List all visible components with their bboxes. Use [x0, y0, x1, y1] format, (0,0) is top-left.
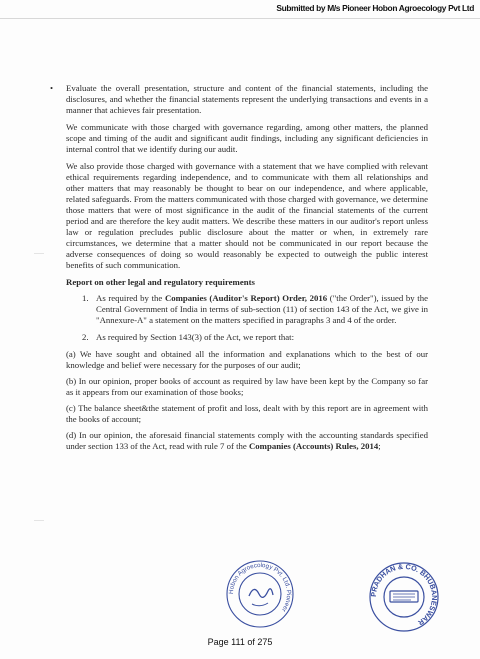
stamps-area [0, 558, 480, 633]
item-number: 2. [82, 332, 89, 342]
item-text-bold: Companies (Auditor's Report) Order, 2016 [164, 293, 328, 303]
section-heading: Report on other legal and regulatory requirements [66, 277, 255, 287]
item-text: As required by Section 143(3) of the Act, we report that: [96, 332, 295, 342]
item-text-pre: As required by the [96, 293, 165, 303]
item-number: 1. [82, 293, 89, 303]
bullet-text: Evaluate the overall presentation, structure and content of the financial statements, including the disclosures, and whether the financial statements represent the underlying transactions and events in a manner that achieves fair presentation. [66, 83, 428, 115]
auditor-firm-stamp [367, 560, 441, 634]
clause-text-post: ; [378, 441, 381, 451]
clause-paragraph: (a) We have sought and obtained all the information and explanations which to the best of our knowledge and belief were necessary for the purposes of our audit; [66, 349, 428, 370]
numbered-item [82, 332, 428, 343]
paragraph: We also provide those charged with governance with a statement that we have complied with relevant ethical requirements regarding independence, and to communicate with them all relationships and other matters that may reasonably be thought to bear on our independence, and where applicable, related safeguards. From the matters communicated with those charged with governance, we determine those matters that were of most significance in the audit of the financial statements of the current period and are therefore the key audit matters. We describe these matters in our auditor's report unless law or regulation precludes public disclosure about the matter or when, in extremely rare circumstances, we determine that a matter should not be communicated in our report because the adverse consequences of doing so would reasonably be expected to outweigh the public interest benefits of such communication. [66, 161, 428, 270]
header-rule [0, 18, 480, 19]
submitted-by-header: Submitted by M/s Pioneer Hobon Agroecology Pvt Ltd [276, 3, 474, 13]
numbered-item [82, 293, 428, 326]
seal-ring-text: Hobon Agroecology Pvt. Ltd. Pioneer [227, 561, 293, 614]
paragraph: We communicate with those charged with governance regarding, among other matters, the planned scope and timing of the audit and significant audit findings, including any significant deficiencies in internal control that we identify during our audit. [66, 122, 428, 154]
clause-text-pre: (d) In our opinion, the aforesaid financial statements comply with the accounting standards specified under section 133 of the Act, read with rule 7 of the [66, 430, 428, 451]
page-number: Page 111 of 275 [207, 637, 273, 647]
firm-ring-text: PRADHAN & CO. BHUBANESWAR [368, 561, 440, 628]
clause-paragraph: (b) In our opinion, proper books of account as required by law have been kept by the Company so far as it appears from our examination of those books; [66, 376, 428, 397]
company-seal-stamp [224, 558, 296, 630]
audit-report-body [50, 83, 428, 457]
scan-margin-mark [34, 520, 44, 521]
scan-margin-mark [34, 253, 44, 254]
svg-text:PRADHAN & CO. BHUBANESWAR [369, 562, 439, 628]
item-text-post: ("the Order"), issued by the Central Government of India in terms of sub-section (11) of section 143 of the Act, we give in "Annexure-A" a statement on the matters specified in paragraphs 3 and 4 of the order. [96, 293, 428, 325]
clause-paragraph: (c) The balance sheet&the statement of profit and loss, dealt with by this report are in agreement with the books of account; [66, 403, 428, 424]
clause-text-bold: Companies (Accounts) Rules, 2014 [248, 441, 379, 451]
clause-paragraph [66, 430, 428, 452]
bullet-marker: • [50, 83, 54, 93]
bullet-item [50, 83, 428, 116]
